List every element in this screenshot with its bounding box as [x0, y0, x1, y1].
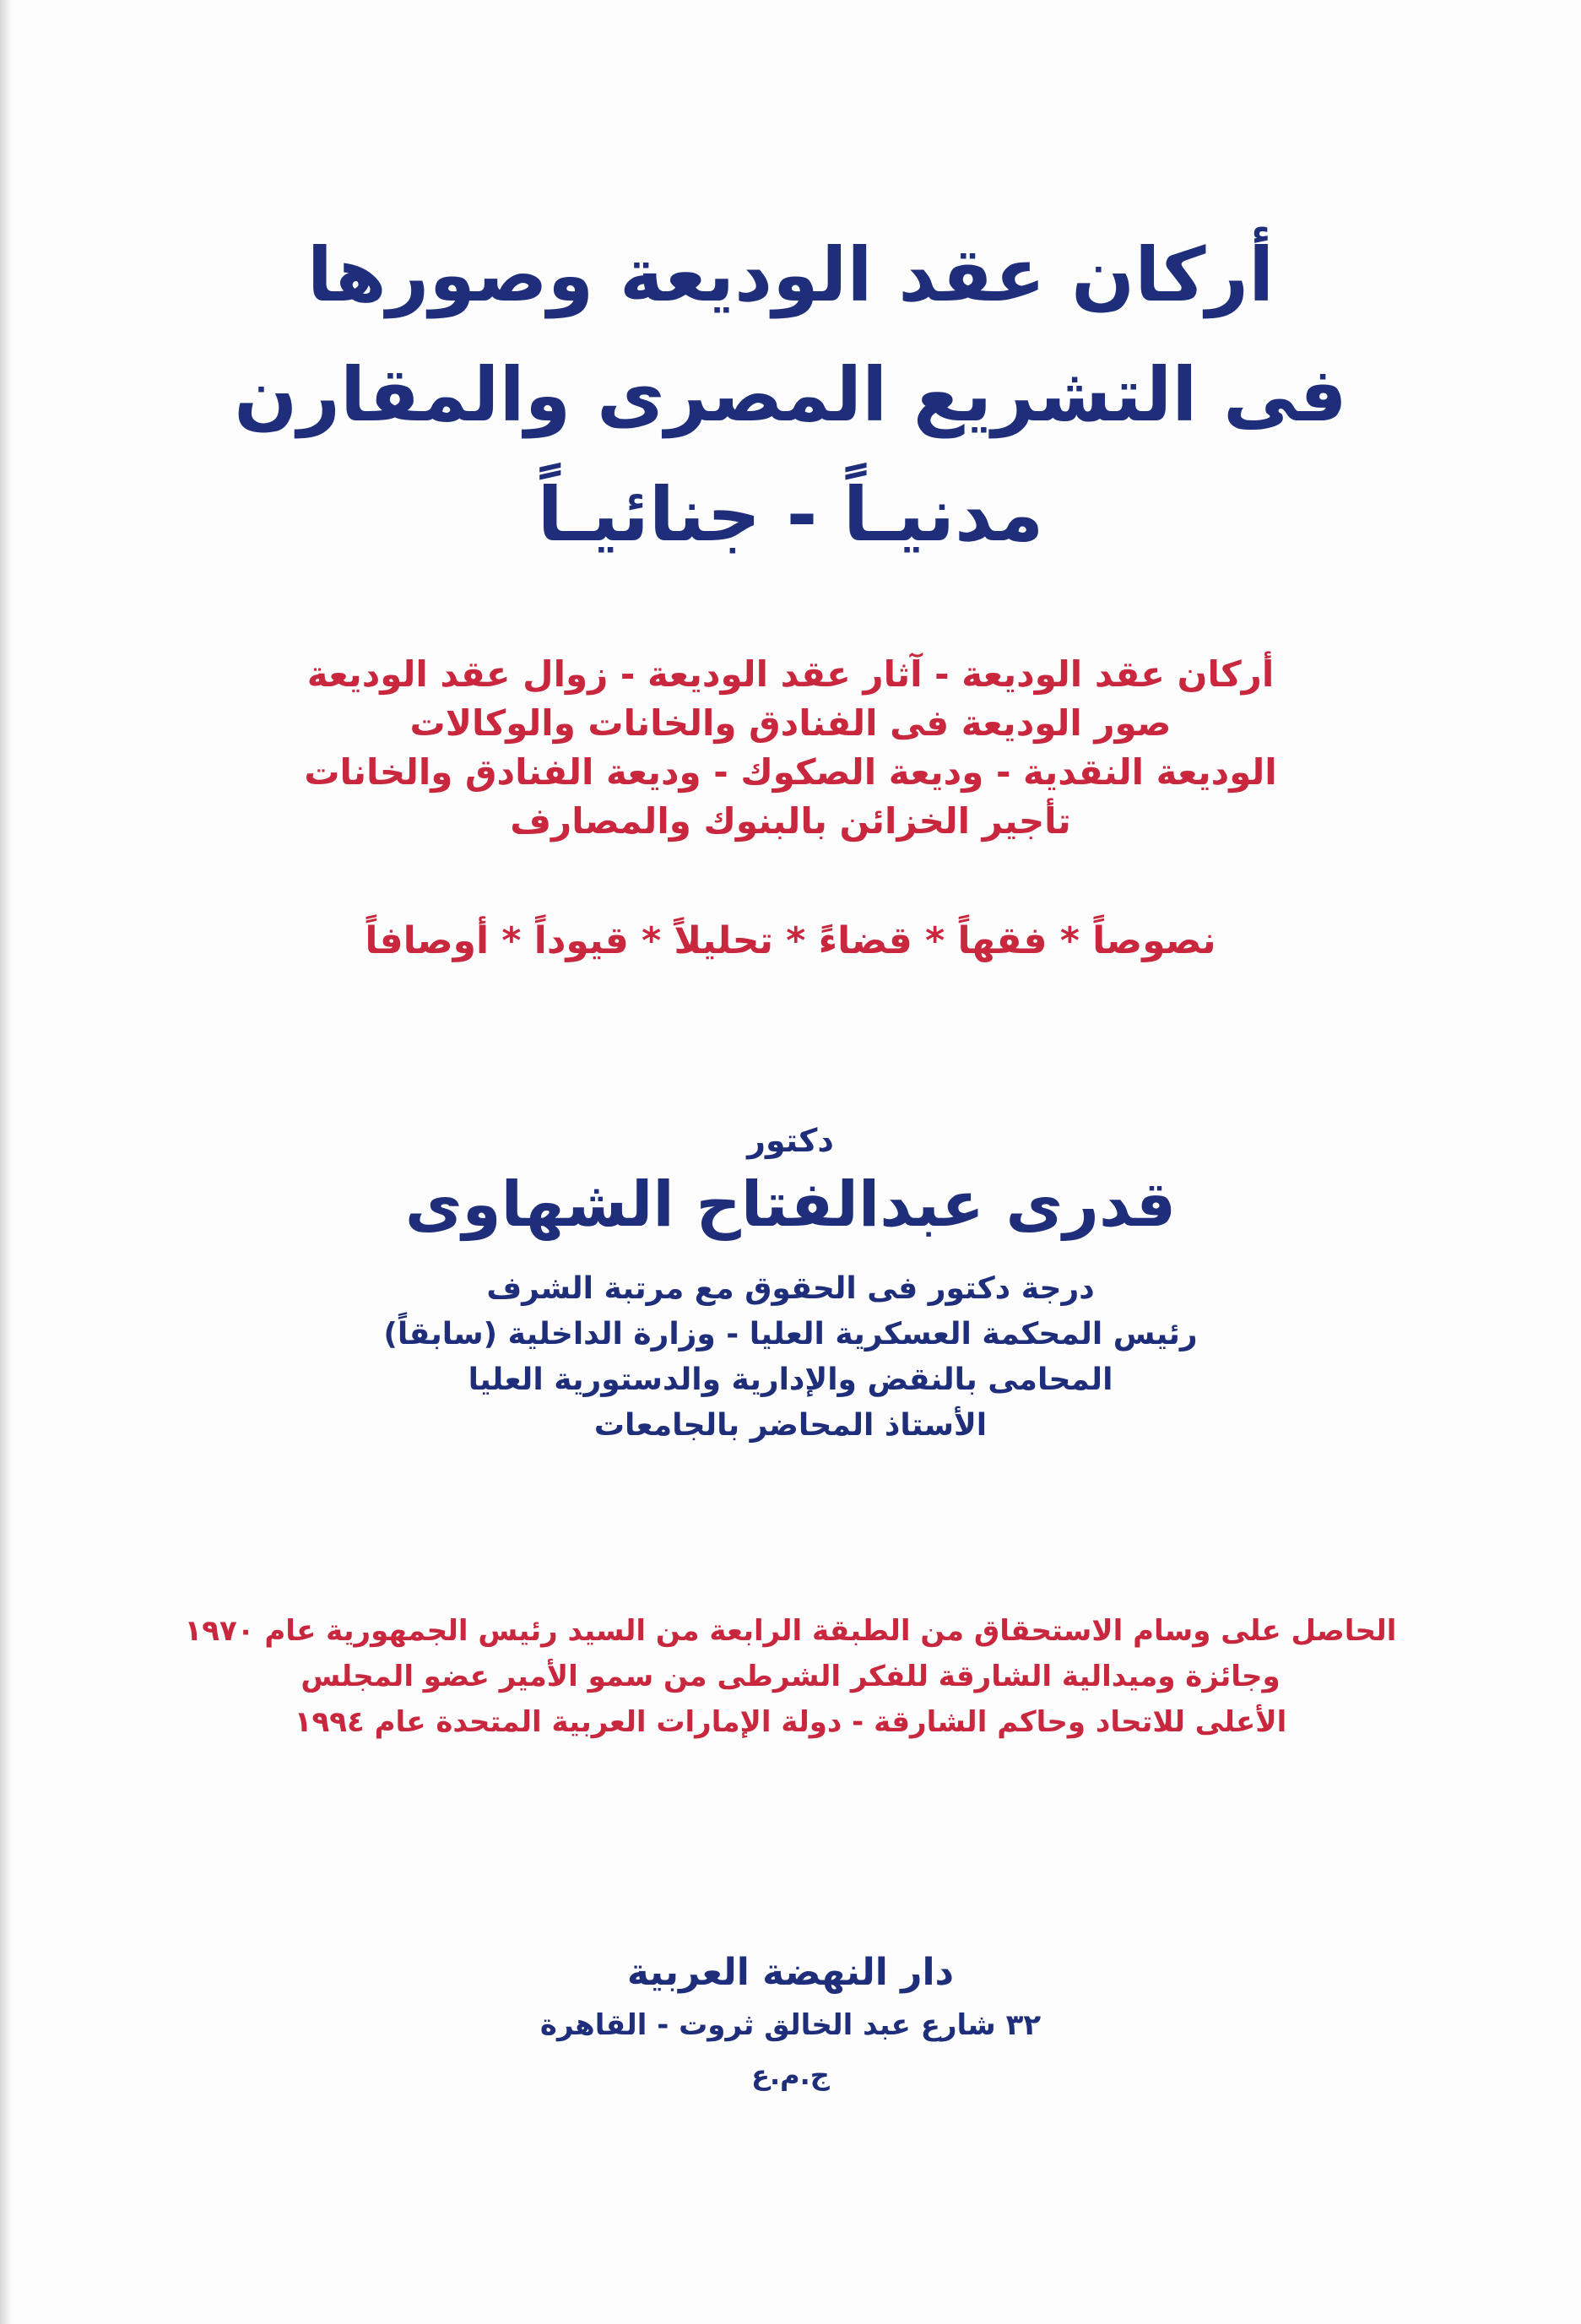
title-line-3: مدنيـاً - جنائيـاً [537, 471, 1044, 558]
author-degree: دكتور [747, 1122, 834, 1159]
subject-line: صور الوديعة فى الفنادق والخانات والوكالات [409, 702, 1172, 744]
publisher-block [0, 1946, 1581, 2099]
publisher-address: ٣٢ شارع عبد الخالق ثروت - القاهرة [539, 2008, 1042, 2042]
credential-line: درجة دكتور فى الحقوق مع مرتبة الشرف [486, 1271, 1095, 1306]
subject-line: أركان عقد الوديعة - آثار عقد الوديعة - زوال عقد الوديعة [306, 653, 1275, 695]
book-title [0, 215, 1581, 575]
subject-line: تأجير الخزائن بالبنوك والمصارف [510, 800, 1071, 842]
author-name: قدرى عبدالفتاح الشهاوى [404, 1168, 1177, 1241]
title-line-2: فى التشريع المصرى والمقارن [234, 351, 1347, 438]
subject-line: الوديعة النقدية - وديعة الصكوك - وديعة الفنادق والخانات [304, 751, 1277, 793]
credential-line: رئيس المحكمة العسكرية العليا - وزارة الداخلية (سابقاً) [383, 1317, 1198, 1352]
credential-line: المحامى بالنقض والإدارية والدستورية العليا [468, 1362, 1113, 1397]
publisher-country-code: ج.م.ع [751, 2059, 830, 2091]
honor-line: وجائزة وميدالية الشارقة للفكر الشرطى من سمو الأمير عضو المجلس [300, 1660, 1281, 1693]
honor-line: الأعلى للاتحاد وحاكم الشارقة - دولة الإمارات العربية المتحدة عام ١٩٩٤ [294, 1705, 1287, 1739]
keywords-text: نصوصاً * فقهاً * قضاءً * تحليلاً * قيوداً * أوصافاً [365, 919, 1216, 962]
author-credentials [0, 1266, 1581, 1449]
publisher-name: دار النهضة العربية [626, 1951, 955, 1994]
title-line-1: أركان عقد الوديعة وصورها [306, 231, 1275, 318]
keywords-line [0, 916, 1581, 967]
author-block [0, 1119, 1581, 1247]
credential-line: الأستاذ المحاضر بالجامعات [593, 1408, 988, 1443]
subjects-list [0, 650, 1581, 846]
honor-line: الحاصل على وسام الاستحقاق من الطبقة الرابعة من السيد رئيس الجمهورية عام ١٩٧٠ [184, 1614, 1397, 1648]
author-honors [0, 1608, 1581, 1745]
